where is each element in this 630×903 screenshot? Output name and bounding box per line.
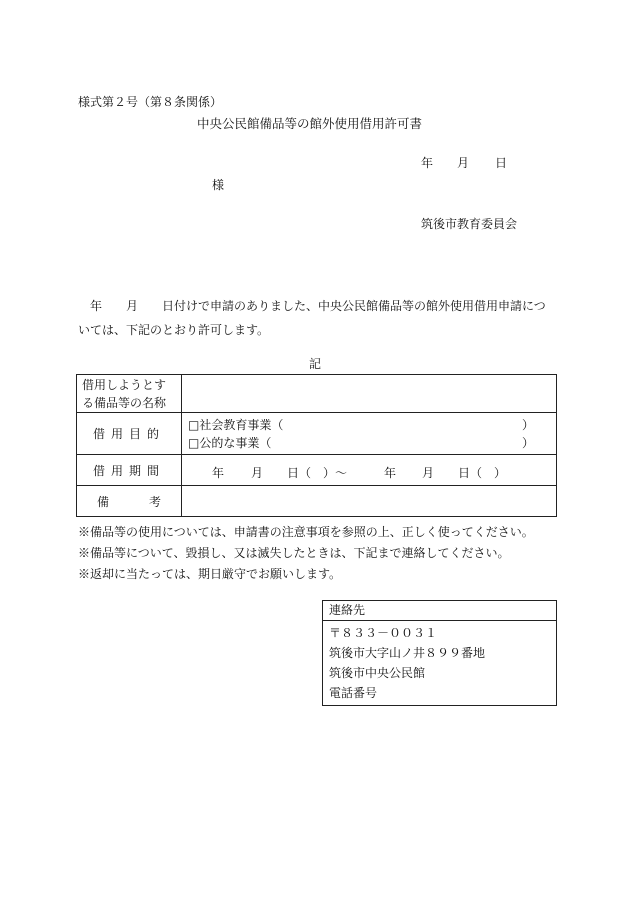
date-year: 年 [421,156,434,170]
form-number: 様式第２号（第８条関係） [78,95,223,109]
contact-postal: 〒８３３－００３１ [329,626,438,640]
date-month: 月 [457,156,470,170]
period-end-year: 年 [384,466,397,480]
remarks-field[interactable] [182,486,557,517]
remarks-label: 備 考 [77,486,182,517]
note-damage: ※備品等について、毀損し、又は滅失したときは、下記まで連絡してください。 [78,546,510,560]
period-start-month: 月 [251,466,264,480]
table-row [77,486,557,517]
permission-statement: 年 月 日付けで申請のありました、中央公民館備品等の館外使用借用申請については、下記のとおり許可します。 [78,299,546,337]
paren-close: ） [521,417,534,432]
issue-date [421,157,507,169]
table-row [77,375,557,413]
period-end-day: 日（ ） [458,466,507,480]
contact-address: 筑後市大字山ノ井８９９番地 [329,646,486,660]
document-title: 中央公民館備品等の館外使用借用許可書 [197,116,423,131]
purpose-label: 借用目的 [77,413,182,455]
table-row [77,455,557,486]
item-label-line2: る備品等の名称 [82,395,167,410]
addressee: 様 [212,178,225,192]
purpose-option-social-education[interactable] [182,416,556,434]
purpose-field [182,413,557,455]
period-start-day: 日（ ）～ [287,466,348,480]
item-label-line1: 借用しようとす [82,377,167,392]
period-label: 借用期間 [77,455,182,486]
period-end-month: 月 [422,466,435,480]
table-row [77,413,557,455]
details-table [76,374,557,517]
contact-heading: 連絡先 [323,601,556,621]
notes [78,522,534,585]
contact-facility: 筑後市中央公民館 [329,666,426,680]
period-start-year: 年 [212,466,225,480]
date-day: 日 [495,156,508,170]
purpose-option-public[interactable] [182,434,556,452]
period-field[interactable] [182,455,557,486]
ki-heading: 記 [309,357,322,371]
item-name-field[interactable] [182,375,557,413]
paren-close: ） [521,435,534,450]
note-return: ※返却に当たっては、期日厳守でお願いします。 [78,567,342,581]
item-name-label [77,375,182,413]
contact-box [322,600,557,706]
purpose-option2-label: □公的な事業（ [188,435,272,450]
note-usage: ※備品等の使用については、申請書の注意事項を参照の上、正しく使ってください。 [78,525,534,539]
contact-phone: 電話番号 [329,686,378,700]
purpose-option1-label: □社会教育事業（ [188,417,284,432]
issuer: 筑後市教育委員会 [421,217,518,231]
